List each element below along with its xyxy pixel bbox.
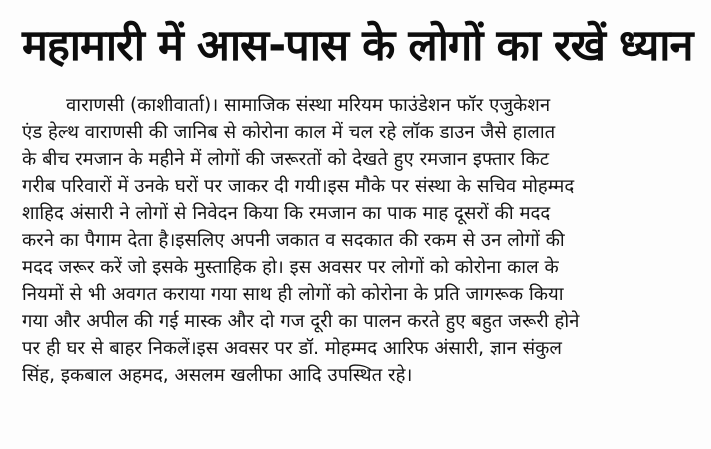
article-line: गया और अपील की गई मास्क और दो गज दूरी का पालन करते हुए बहुत जरूरी होने [22, 311, 580, 332]
article-line: मदद जरूर करें जो इसके मुस्ताहिक हो। इस अवसर पर लोगों को कोरोना काल के [22, 257, 559, 278]
article-line: नियमों से भी अवगत कराया गया साथ ही लोगों को कोरोना के प्रति जागरूक किया [22, 284, 564, 305]
article-line: शाहिद अंसारी ने लोगों से निवेदन किया कि रमजान का पाक माह दूसरों की मदद [22, 203, 551, 224]
headline: महामारी में आस-पास के लोगों का रखें ध्यान [22, 21, 693, 71]
article-body [22, 92, 694, 389]
article-line: के बीच रमजान के महीने में लोगों की जरूरतों को देखते हुए रमजान इफ्तार किट [22, 149, 550, 170]
article-line: वाराणसी (काशीवार्ता)। सामाजिक संस्था मरियम फाउंडेशन फॉर एजुकेशन [66, 95, 551, 116]
article-line: एंड हेल्थ वाराणसी की जानिब से कोरोना काल में चल रहे लॉक डाउन जैसे हालात [22, 122, 556, 143]
article-line: गरीब परिवारों में उनके घरों पर जाकर दी गयी।इस मौके पर संस्था के सचिव मोहम्मद [22, 176, 575, 197]
article-line: पर ही घर से बाहर निकलें।इस अवसर पर डॉ. मोहम्मद आरिफ अंसारी, ज्ञान संकुल [22, 338, 562, 359]
article-line: सिंह, इकबाल अहमद, असलम खलीफा आदि उपस्थित रहे। [22, 365, 413, 386]
article-line: करने का पैगाम देता है।इसलिए अपनी जकात व सदकात की रकम से उन लोगों की [22, 230, 565, 251]
